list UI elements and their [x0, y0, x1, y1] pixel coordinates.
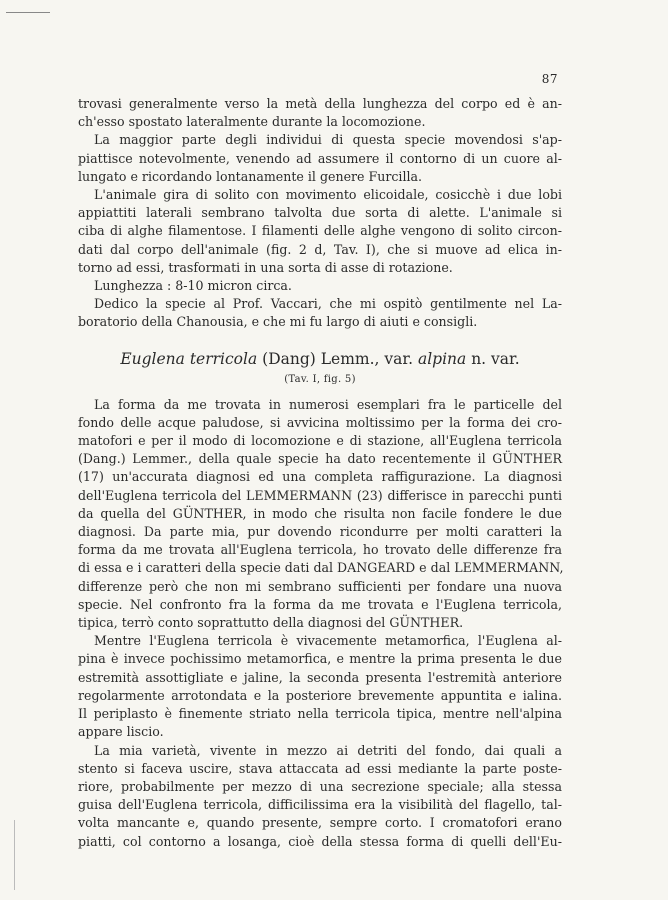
figure-reference: (Tav. I, fig. 5)	[284, 373, 356, 385]
text-line: tipica, terrò conto soprattutto della diagnosi del GÜNTHER.	[78, 615, 464, 631]
text-line: di essa e i caratteri della specie dati dal DANGEARD e dal LEMMERMANN,	[78, 560, 564, 576]
text-line: lungato e ricordando lontanamente il genere Furcilla.	[78, 168, 423, 184]
text-line: diagnosi. Da parte mia, pur dovendo ricondurre per molti caratteri la	[78, 524, 562, 540]
text-line: torno ad essi, trasformati in una sorta di asse di rotazione.	[78, 259, 453, 275]
text-line: appare liscio.	[78, 724, 164, 740]
text-line: (Dang.) Lemmer., della quale specie ha dato recentemente il GÜNTHER	[78, 451, 562, 467]
text-line: piatti, col contorno a losanga, cioè della stessa forma di quelli dell'Eu-	[78, 833, 562, 849]
text-line: appiattiti laterali sembrano talvolta due sorta di alette. L'animale si	[78, 205, 562, 221]
text-line: boratorio della Chanousia, e che mi fu largo di aiuti e consigli.	[78, 314, 478, 330]
section-heading	[78, 348, 562, 370]
text-line: L'animale gira di solito con movimento elicoidale, cosicchè i due lobi	[94, 187, 562, 203]
paragraph-variety-habitat	[78, 742, 562, 851]
margin-mark	[14, 820, 15, 890]
text-line: estremità assottigliate e jaline, la seconda presenta l'estremità anteriore	[78, 669, 562, 685]
text-line: trovasi generalmente verso la metà della lunghezza del corpo ed è an-	[78, 96, 562, 111]
text-line: pina è invece pochissimo metamorfica, e mentre la prima presenta le due	[78, 651, 562, 667]
text-line: fondo delle acque paludose, si avvicina moltissimo per la forma dei cro-	[78, 414, 562, 430]
text-line: riore, probabilmente per mezzo di una secrezione speciale; alla stessa	[78, 778, 562, 794]
heading-variety: alpina	[417, 349, 467, 368]
heading-suffix: n. var.	[471, 349, 520, 368]
text-line: dell'Euglena terricola del LEMMERMANN (23) differisce in parecchi punti	[78, 487, 562, 503]
text-line: Dedico la specie al Prof. Vaccari, che mi ospitò gentilmente nel La-	[94, 296, 562, 312]
text-line: specie. Nel confronto fra la forma da me trovata e l'Euglena terricola,	[78, 596, 562, 612]
text-line: guisa dell'Euglena terricola, difficilissima era la visibilità del flagello, tal-	[78, 797, 562, 813]
text-line: Il periplasto è finemente striato nella terricola tipica, mentre nell'alpina	[78, 706, 562, 722]
paragraph-metamorphism	[78, 632, 562, 741]
paragraph-length	[78, 277, 562, 295]
paragraph-dedication	[78, 295, 562, 331]
top-rule	[6, 12, 50, 13]
text-line: volta mancante e, quando presente, sempre corto. I cromatofori erano	[78, 815, 562, 831]
text-line: stento si faceva uscire, stava attaccata ad essi mediante la parte poste-	[78, 760, 562, 776]
body-text	[78, 95, 562, 851]
text-line: La mia varietà, vivente in mezzo ai detriti del fondo, dai quali a	[94, 742, 562, 758]
text-line: ciba di alghe filamentose. I filamenti delle alghe vengono di solito circon-	[78, 223, 562, 239]
text-line: (17) un'accurata diagnosi ed una completa raffigurazione. La diagnosi	[78, 469, 562, 485]
paragraph-movement	[78, 186, 562, 277]
paragraph-continuation	[78, 95, 562, 131]
paragraph-comparison	[78, 396, 562, 633]
text-line: regolarmente arrotondata e la posteriore brevemente appuntita e ialina.	[78, 687, 562, 703]
text-line: Mentre l'Euglena terricola è vivacemente metamorfica, l'Euglena al-	[94, 633, 562, 649]
text-line: dati dal corpo dell'animale (fig. 2 d, Tav. I), che si muove ad elica in-	[78, 241, 562, 257]
text-line: La forma da me trovata in numerosi esemplari fra le particelle del	[94, 396, 562, 412]
text-line: matofori e per il modo di locomozione e di stazione, all'Euglena terricola	[78, 433, 562, 449]
text-line: La maggior parte degli individui di questa specie movendosi s'ap-	[94, 132, 562, 148]
text-line: differenze però che non mi sembrano sufficienti per fondare una nuova	[78, 578, 562, 594]
page-number: 87	[541, 72, 558, 86]
text-line: da quella del GÜNTHER, in modo che risulta non facile fondere le due	[78, 505, 562, 521]
paragraph-shape	[78, 131, 562, 186]
text-line: forma da me trovata all'Euglena terricola, ho trovato delle differenze fra	[78, 542, 562, 558]
heading-authority: (Dang) Lemm., var.	[262, 349, 414, 368]
text-line: ch'esso spostato lateralmente durante la locomozione.	[78, 114, 426, 130]
text-line: piattisce notevolmente, venendo ad assumere il contorno di un cuore al-	[78, 150, 562, 166]
heading-species: Euglena terricola	[120, 349, 258, 368]
text-line: Lunghezza : 8-10 micron circa.	[94, 278, 292, 294]
